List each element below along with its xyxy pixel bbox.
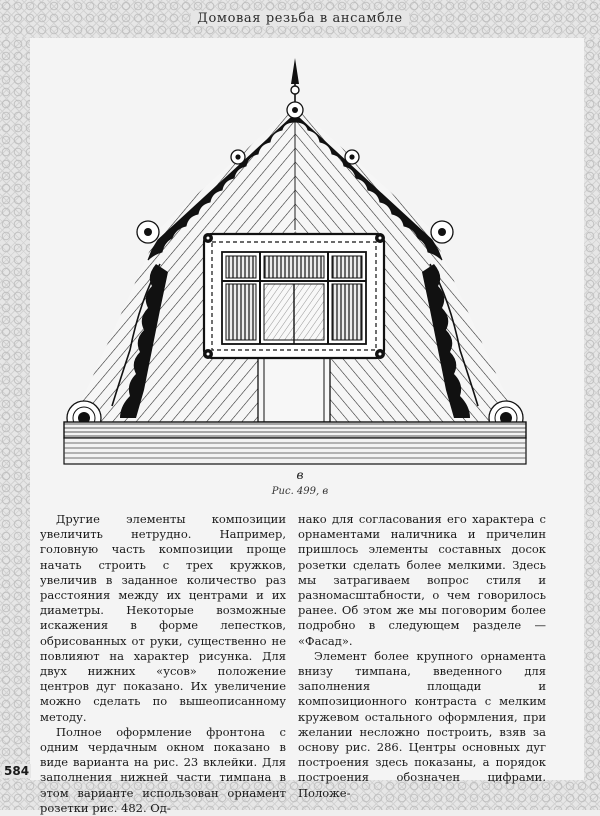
gable-with-carved-ornament (60, 50, 530, 470)
paragraph: Другие элементы композиции увеличить нетрудно. Например, головную часть композиции проще начать строить с трех кружков, увеличив в заданное количество раз расстояния между их центрами и их диаметры. Некоторые возможные искажения в форме лепестков, обрисованных от руки, существенно не повлияют на характер рисунка. Для двух нижних «усов» положение центров дуг показано. Их увеличение можно сделать по вышеописанному методу. (40, 512, 286, 724)
paragraph: нако для согласования его характера с орнаментами наличника и причелин пришлось элементы составных досок розетки сделать более мелкими. Здесь мы затрагиваем вопрос стиля и разномасштабности, о чем говорилось ранее. Об этом же мы поговорим более подробно в следующем разделе — «Фасад». (298, 512, 546, 648)
paragraph: Элемент более крупного орнамента внизу тимпана, введенного для заполнения площади и композиционного контраста с мелким кружевом остального оформления, при желании несложно построить, взяв за основу рис. 286. Центры основных дуг построения здесь показаны, а порядок построения обозначен цифрами. Положе- (298, 648, 546, 800)
page-number: 584 (4, 764, 30, 778)
left-lace-border (0, 38, 30, 780)
text-column-left (40, 512, 286, 816)
figure-letter: в (296, 468, 304, 482)
text-column-right (298, 512, 546, 801)
right-lace-border (584, 38, 600, 780)
paragraph: Полное оформление фронтона с одним чердачным окном показано в виде варианта на рис. 23 вклейки. Для заполнения нижней части тимпана в этом варианте использован орнамент розетки рис. 482. Од- (40, 724, 286, 815)
running-header: Домовая резьба в ансамбле (0, 11, 600, 26)
figure-caption: Рис. 499, в (271, 486, 329, 497)
